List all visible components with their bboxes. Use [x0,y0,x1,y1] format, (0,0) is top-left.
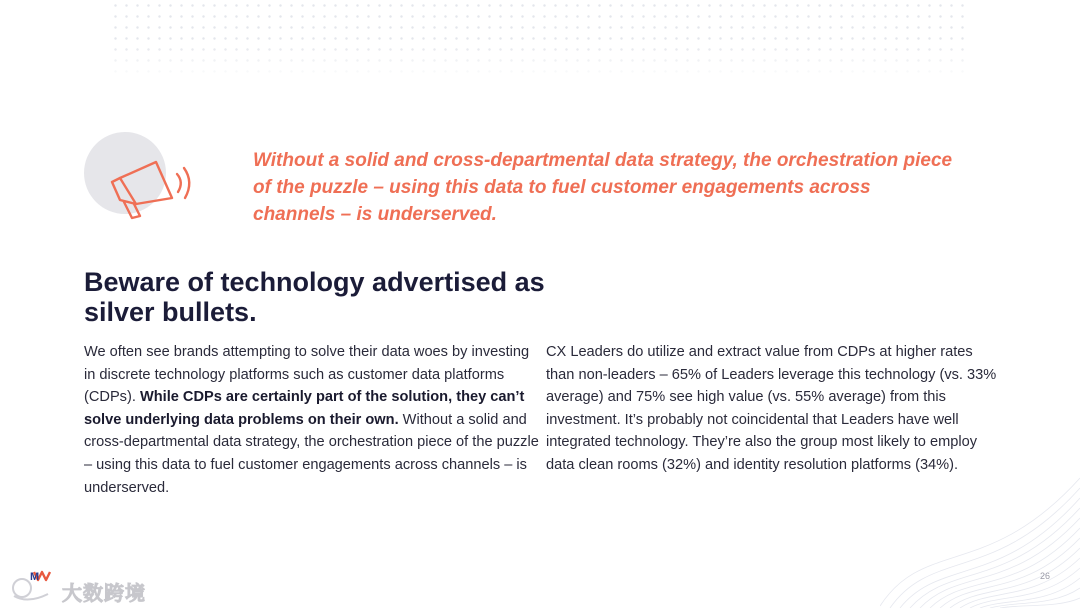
left-column-emphasis: While CDPs are certainly part of the solution, they can’t solve underlying data problems on their own. [84,389,525,428]
callout-quote: Without a solid and cross-departmental data strategy, the orchestration piece of the puzzle – using this data to fuel customer engagements across channels – is underserved. [253,150,953,225]
left-column-text [84,341,539,499]
section-heading: Beware of technology advertised as silver bullets. [84,267,545,327]
watermark-text: 大数跨境 [62,583,146,605]
page-number: 26 [1040,571,1051,581]
left-column-rest: Without a solid and cross-departmental data strategy, the orchestration piece of the puzzle – using this data to fuel customer engagements across channels – is underserved. [84,411,539,496]
megaphone-callout-icon [84,132,196,224]
left-column-intro: We often see brands attempting to solve their data woes by investing in discrete technology platforms such as customer data platforms (CDPs). [84,344,530,406]
watermark-logo [8,566,148,606]
decorative-wave-lines [880,438,1080,608]
decorative-dot-pattern [110,0,970,80]
brand-logo-icon [8,566,60,606]
megaphone-icon [84,132,196,224]
right-column-text: CX Leaders do utilize and extract value from CDPs at higher rates than non-leaders – 65% of Leaders leverage this technology (vs. 33% average) and 75% see high value (vs. 55% average) from this investment. It’s probably not coincidental that Leaders have well integrated technology. They’re also the group most likely to employ data clean rooms (32%) and identity resolution platforms (34%). [546,344,997,473]
svg-text:M: M [30,571,40,583]
